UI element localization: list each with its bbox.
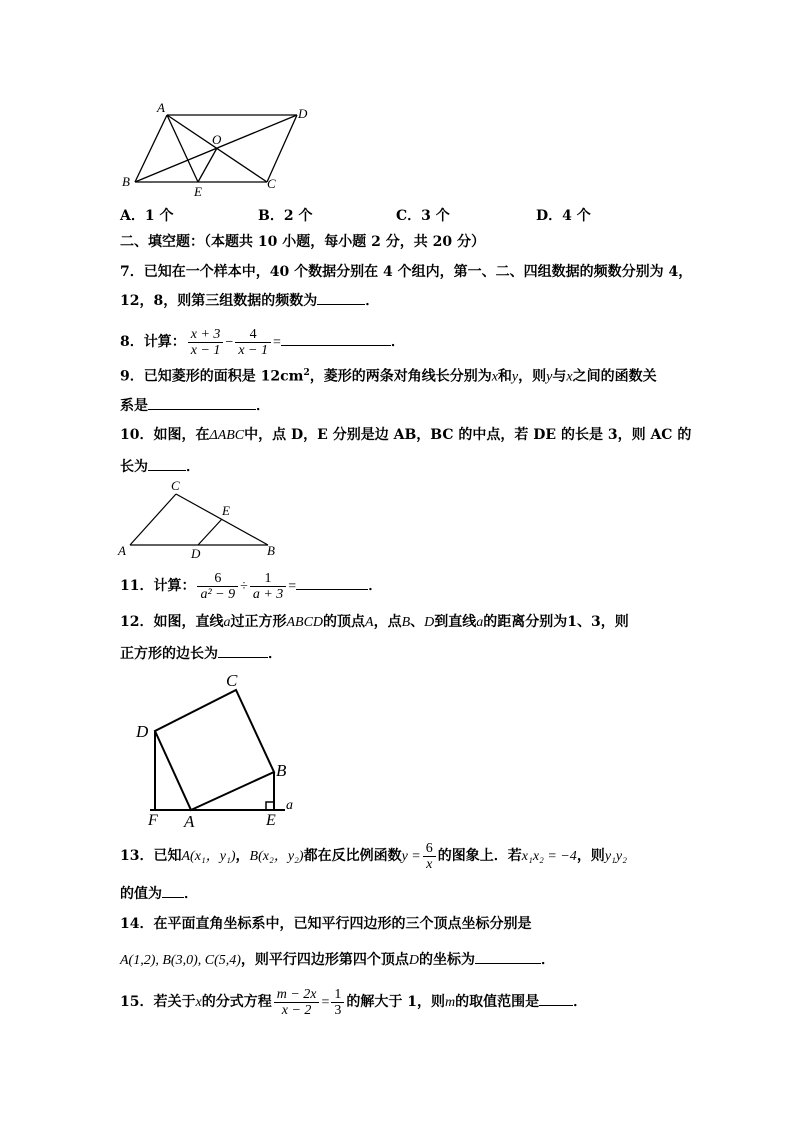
q12-blank[interactable] [218, 644, 268, 658]
section-title: 二、填空题：（本题共 10 小题，每小题 2 分，共 20 分） [120, 234, 485, 250]
figure-parallelogram [120, 100, 320, 200]
label-line-a: a [286, 798, 293, 813]
q7-end: ． [365, 293, 380, 309]
q8-frac1: $\frac{x + 3}{x - 1}$ [188, 327, 224, 358]
q10-line1: 10．如图，在ΔABC中，点 D，E 分别是边 AB，BC 的中点，若 DE 的长是 3，则 AC 的 [120, 427, 692, 443]
label-D: D [191, 546, 201, 561]
label-D: D [298, 106, 308, 121]
q7-line2 [120, 291, 379, 310]
q13-blank[interactable] [162, 884, 184, 898]
q14-line2: A(1,2), B(3,0), C(5,4)，则平行四边形第四个顶点D的坐标为 ． [120, 952, 556, 968]
label-E: E [194, 184, 202, 199]
q7-text: 12，8，则第三组数据的频数为 [120, 293, 318, 309]
label-A: A [118, 543, 126, 558]
q12-line2: 正方形的边长为 ． [120, 646, 282, 662]
q14-blank[interactable] [475, 950, 541, 964]
q13-line1: 13．已知A(x₁，y₁)，B(x₂，y₂)都在反比例函数y = $\frac{6}{x}$ 的图象上．若x₁x₂ = −4，则y₁y₂ [120, 840, 627, 872]
q8-blank[interactable] [281, 332, 391, 346]
q15-blank[interactable] [539, 992, 573, 1006]
option-b: B．2 个 [258, 208, 313, 224]
label-E: E [266, 812, 276, 829]
q14-line1: 14．在平面直角坐标系中，已知平行四边形的三个顶点坐标分别是 [120, 916, 532, 932]
q7-line1: 7．已知在一个样本中，40 个数据分别在 4 个组内，第一、二、四组数据的频数分别为 4， [120, 264, 693, 280]
label-B: B [276, 761, 287, 780]
label-A: A [157, 100, 165, 115]
q8-prefix: 8．计算： [120, 334, 186, 350]
label-C: C [267, 176, 276, 191]
q11-blank[interactable] [296, 576, 368, 590]
figure-square [132, 668, 312, 831]
figure-triangle [118, 478, 288, 563]
option-a: A．1 个 [120, 208, 174, 224]
q13-line2: 的值为 ． [120, 886, 198, 902]
q10-blank[interactable] [148, 457, 186, 471]
q9-line2: 系是 ． [120, 398, 270, 414]
q11: 11．计算： $\frac{6}{\text{a² − 9}}$ ÷ $\frac{1}{a + 3}$ = ． [120, 570, 383, 602]
q10-line2: 长为 ． [120, 459, 200, 475]
label-F: F [148, 812, 158, 829]
option-c: C．3 个 [396, 208, 450, 224]
q8 [120, 322, 405, 363]
q12-line1: 12．如图，直线a过正方形ABCD的顶点A，点B、D到直线a的距离分别为1、3，则 [120, 614, 629, 630]
label-B: B [267, 543, 275, 558]
q8-end: ． [390, 334, 405, 350]
label-B: B [122, 174, 130, 189]
q15: 15．若关于x的分式方程 $\frac{m - 2x}{x - 2}$ = $\frac{1}{3}$ 的解大于 1，则m的取值范围是 ． [120, 986, 588, 1018]
label-O: O [212, 132, 222, 147]
q7-blank[interactable] [317, 291, 365, 305]
label-A: A [184, 812, 195, 831]
q8-minus: − [225, 335, 234, 350]
q8-frac2: $\frac{4}{x - 1}$ [235, 327, 271, 358]
label-E: E [222, 503, 230, 518]
q9-line1: 9．已知菱形的面积是 $12cm^2$，菱形的两条对角线长分别为x和y，则y与x之间的函数关 [120, 368, 657, 385]
q9-blank[interactable] [148, 396, 256, 410]
label-D: D [136, 722, 149, 741]
option-d: D．4 个 [536, 208, 591, 224]
q8-eq: = [273, 335, 281, 350]
label-C: C [171, 478, 180, 493]
label-C: C [226, 671, 238, 690]
